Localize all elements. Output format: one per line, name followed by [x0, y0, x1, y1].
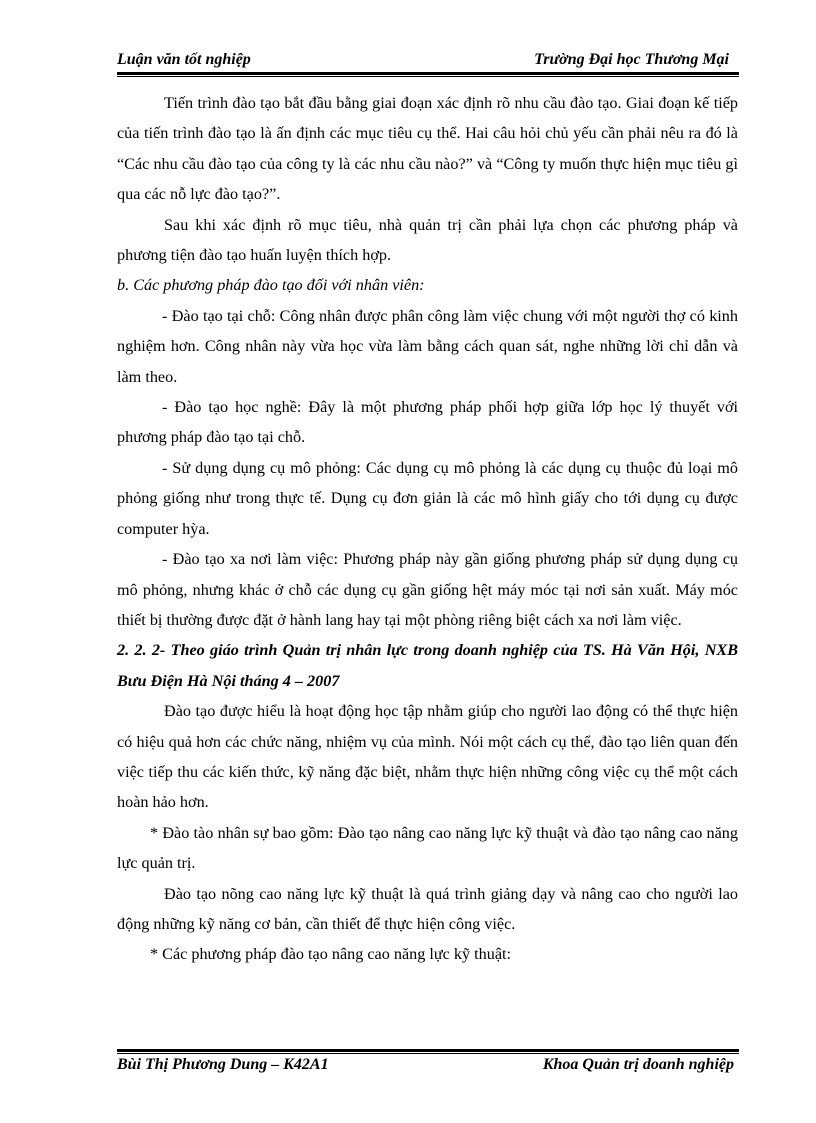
page-footer	[117, 1056, 739, 1078]
subheading: b. Các phương pháp đào tạo đối với nhân viên:	[117, 276, 425, 295]
page-header	[117, 47, 739, 71]
footer-faculty-label: Khoa Quản trị doanh nghiệp	[542, 1056, 734, 1073]
header-thesis-label: Luận văn tốt nghiệp	[117, 51, 251, 68]
footer-rule-thick	[117, 1049, 739, 1052]
list-item: - Đào tạo học nghề: Đây là một phương pháp phối hợp giữa lớp học lý thuyết với phương pháp đào tạo tại chỗ.	[117, 398, 738, 447]
page-body	[117, 88, 738, 970]
footer-rule-thin	[117, 1053, 739, 1054]
header-rule-thin	[117, 76, 739, 77]
paragraph: * Đào tào nhân sự bao gồm: Đào tạo nâng cao năng lực kỹ thuật và đào tạo nâng cao năng lực quản trị.	[117, 823, 738, 873]
paragraph: Sau khi xác định rõ mục tiêu, nhà quản trị cần phải lựa chọn các phương pháp và phương tiện đào tạo huấn luyện thích hợp.	[117, 215, 738, 265]
list-item: - Đào tạo tại chỗ: Công nhân được phân công làm việc chung với một người thợ có kinh nghiệm hơn. Công nhân này vừa học vừa làm bằng cách quan sát, nghe những lời chỉ dẫn và làm theo.	[117, 306, 738, 386]
paragraph: Tiến trình đào tạo bắt đầu bằng giai đoạn xác định rõ nhu cầu đào tạo. Giai đoạn kế tiếp của tiến trình đào tạo là ấn định các mục tiêu cụ thể. Hai câu hỏi chủ yếu cần phải nêu ra đó là “Các nhu cầu đào tạo của công ty là các nhu cầu nào?” và “Công ty muốn thực hiện mục tiêu gì qua các nỗ lực đào tạo?”.	[117, 94, 738, 204]
section-heading: 2. 2. 2- Theo giáo trình Quản trị nhân lực trong doanh nghiệp của TS. Hà Văn Hội, NXB Bưu Điện Hà Nội tháng 4 – 2007	[117, 641, 738, 690]
paragraph: * Các phương pháp đào tạo nâng cao năng lực kỹ thuật:	[150, 945, 512, 964]
header-university-label: Trường Đại học Thương Mại	[534, 51, 729, 68]
paragraph: Đào tạo được hiểu là hoạt động học tập nhằm giúp cho người lao động có thể thực hiện có hiệu quả hơn các chức năng, nhiệm vụ của mình. Nói một cách cụ thể, đào tạo liên quan đến việc tiếp thu các kiến thức, kỹ năng đặc biệt, nhằm thực hiện những công việc cụ thể một cách hoàn hảo hơn.	[117, 702, 738, 812]
paragraph: Đào tạo nõng cao năng lực kỹ thuật là quá trình giảng dạy và nâng cao cho người lao động những kỹ năng cơ bản, cần thiết để thực hiện công việc.	[117, 884, 738, 933]
footer-author-label: Bùi Thị Phương Dung – K42A1	[117, 1056, 329, 1073]
list-item: - Sử dụng dụng cụ mô phỏng: Các dụng cụ mô phỏng là các dụng cụ thuộc đủ loại mô phỏng giống như trong thực tế. Dụng cụ đơn giản là các mô hình giấy cho tới dụng cụ được computer hỳa.	[117, 458, 738, 538]
list-item: - Đào tạo xa nơi làm việc: Phương pháp này gần giống phương pháp sử dụng dụng cụ mô phỏng, nhưng khác ở chỗ các dụng cụ gần giống hệt máy móc tại nơi sản xuất. Máy móc thiết bị thường được đặt ở hành lang hay tại một phòng riêng biệt cách xa nơi làm việc.	[117, 550, 738, 629]
header-rule-thick	[117, 72, 739, 75]
